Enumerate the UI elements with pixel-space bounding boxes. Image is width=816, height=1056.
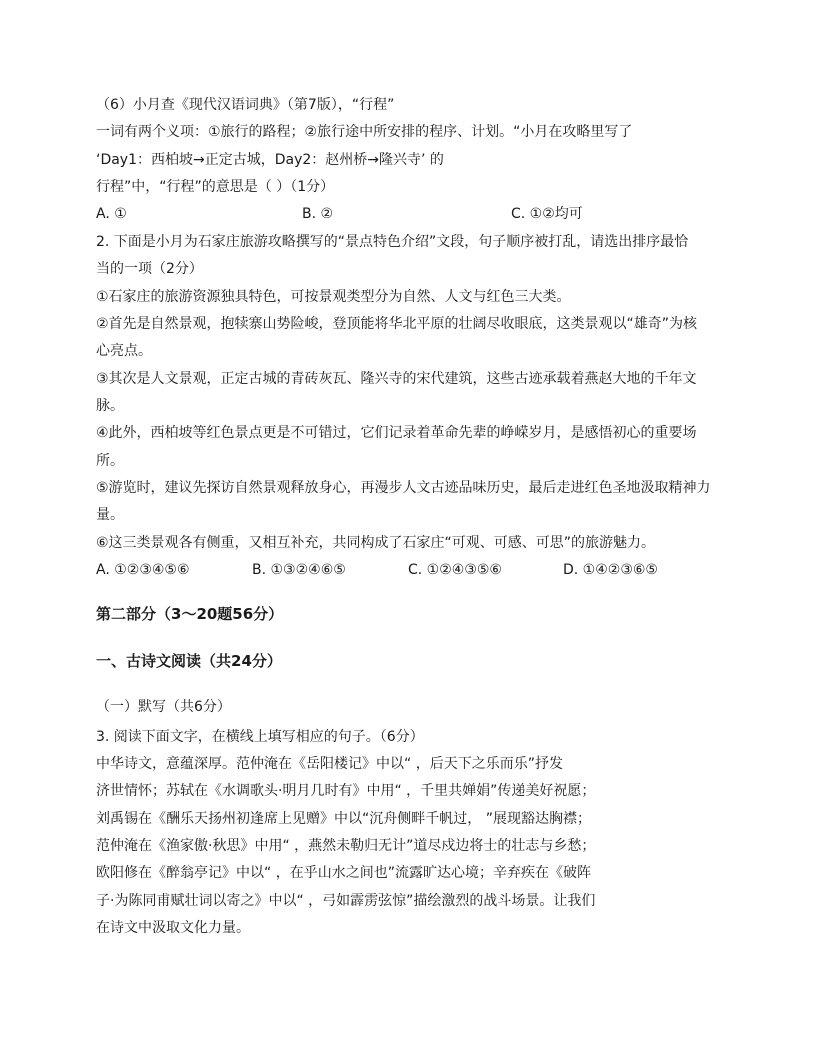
q3-line-3: 济世情怀；苏轼在《水调歌头·明月几时有》中用“ ，千里共婵娟”传递美好祝愿； [96,783,596,799]
q3-line-7: 子·为陈同甫赋壮词以寄之》中以“ ，弓如霹雳弦惊”描绘激烈的战斗场景。让我们 [96,893,596,909]
q2-line-4: ②首先是自然景观，抱犊寨山势险峻，登顶能将华北平原的壮阔尽收眼底，这类景观以“雄奇”为核 [96,316,698,332]
q2-line-12: ⑥这三类景观各有侧重，又相互补充，共同构成了石家庄“可观、可感、可思”的旅游魅力。 [96,535,656,551]
q2-line-1: 2. 下面是小月为石家庄旅游攻略撰写的“景点特色介绍”文段，句子顺序被打乱，请选出排序最恰 [96,234,689,250]
q2-option-c: C. ①②④③⑤⑥ [408,562,502,578]
subsection-heading: （一）默写（共6分） [96,699,231,715]
q2-line-2: 当的一项（2分） [96,261,203,277]
q6-line-1: （6）小月查《现代汉语词典》（第7版），“行程” [96,97,395,113]
q6-line-4: 行程”中，“行程”的意思是（ ）（1分） [96,179,335,195]
q2-line-10: ⑤游览时，建议先探访自然景观释放身心，再漫步人文古迹品味历史，最后走进红色圣地汲取精神力 [96,480,711,496]
q3-line-8: 在诗文中汲取文化力量。 [96,920,250,936]
q2-option-d: D. ①④②③⑥⑤ [563,562,658,578]
q6-option-a: A. ① [96,206,127,222]
q2-line-8: ④此外，西柏坡等红色景点更是不可错过，它们记录着革命先辈的峥嵘岁月，是感悟初心的重要场 [96,425,697,441]
q2-line-9: 所。 [96,453,124,469]
part2-heading: 第二部分（3～20题56分） [96,605,284,623]
q6-option-c: C. ①②均可 [511,206,583,222]
q2-line-3: ①石家庄的旅游资源独具特色，可按景观类型分为自然、人文与红色三大类。 [96,289,571,305]
q3-line-4: 刘禹锡在《酬乐天扬州初逢席上见赠》中以“沉舟侧畔千帆过， ”展现豁达胸襟； [96,811,591,827]
section1-heading: 一、古诗文阅读（共24分） [96,652,282,670]
q2-line-5: 心亮点。 [96,343,152,359]
q2-line-6: ③其次是人文景观，正定古城的青砖灰瓦、隆兴寺的宋代建筑，这些古迹承载着燕赵大地的千年文 [96,371,697,387]
q6-line-2: 一词有两个义项：①旅行的路程；②旅行途中所安排的程序、计划。“小月在攻略里写了 [96,124,633,140]
q2-option-a: A. ①②③④⑤⑥ [96,562,190,578]
q2-line-11: 量。 [96,507,124,523]
q3-line-1: 3. 阅读下面文字，在横线上填写相应的句子。（6分） [96,729,424,745]
q2-option-b: B. ①③②④⑥⑤ [252,562,346,578]
q6-line-3: ‘Day1：西柏坡→正定古城，Day2：赵州桥→隆兴寺’ 的 [96,152,444,168]
q2-line-7: 脉。 [96,398,124,414]
q6-option-b: B. ② [302,206,334,222]
q3-line-6: 欧阳修在《醉翁亭记》中以“ ，在乎山水之间也”流露旷达心境；辛弃疾在《破阵 [96,865,591,881]
q3-line-2: 中华诗文，意蕴深厚。范仲淹在《岳阳楼记》中以“ ，后天下之乐而乐”抒发 [96,756,563,772]
q3-line-5: 范仲淹在《渔家傲·秋思》中用“ ，燕然未勒归无计”道尽戍边将士的壮志与乡愁； [96,838,596,854]
